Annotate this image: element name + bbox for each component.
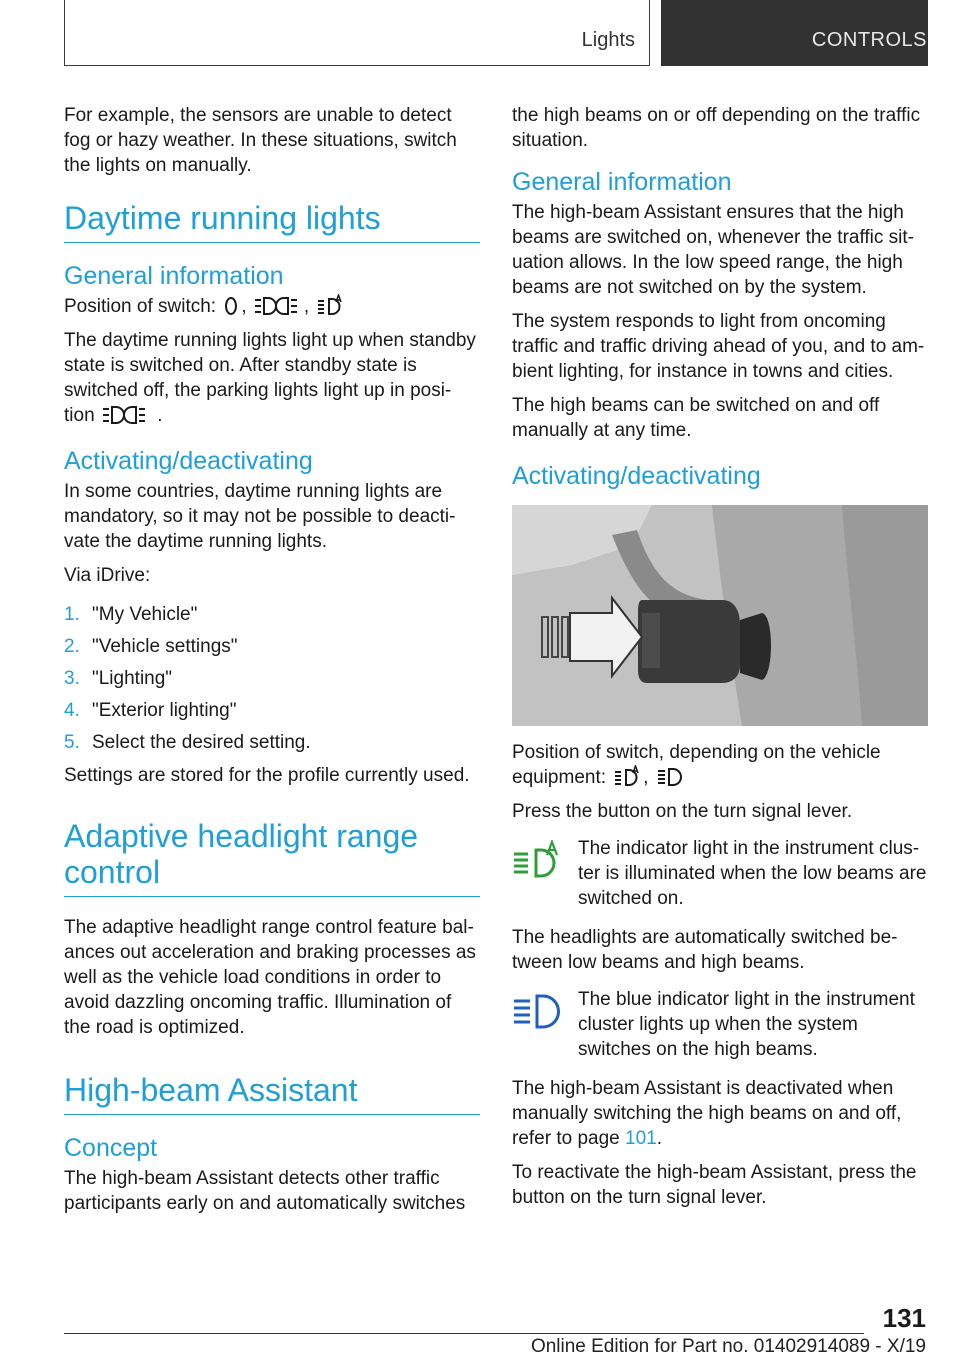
drl-description: The daytime running lights light up when standby state is switched on. After standby state is switched off, the parking lights light up in posi-tion .	[64, 330, 476, 426]
page-header	[64, 0, 928, 66]
left-column	[64, 103, 480, 1225]
list-item: 2. "Vehicle settings"	[64, 636, 238, 657]
section-tab	[64, 0, 650, 66]
footer-edition: Online Edition for Part no. 01402914089 - X/19	[530, 1336, 926, 1357]
hba-position-line: Position of switch, depending on the vehicle equipment: ,	[512, 742, 881, 788]
footer-divider	[64, 1333, 864, 1334]
hba-general-p3: The high beams can be switched on and off manually at any time.	[512, 395, 880, 441]
auto-headlight-icon	[614, 765, 640, 787]
concept-heading: Concept	[64, 1134, 158, 1162]
continued-text: the high beams on or off depending on the traffic situation.	[512, 105, 921, 151]
settings-note: Settings are stored for the profile currently used.	[64, 765, 470, 786]
note2-text: The blue indicator light in the instrument cluster lights up when the system switches on the high beams.	[578, 989, 915, 1060]
list-item: 5. Select the desired setting.	[64, 732, 311, 753]
page-number: 131	[882, 1303, 926, 1333]
chapter-title: CONTROLS	[811, 29, 927, 51]
list-item: 4. "Exterior lighting"	[64, 700, 237, 721]
low-beam-indicator-note	[512, 836, 928, 911]
list-item: 3. "Lighting"	[64, 668, 173, 689]
drl-activate-text: In some countries, daytime running lights are mandatory, so it may not be possible to deacti-vate the daytime running lights.	[64, 481, 456, 552]
idrive-steps	[64, 602, 480, 755]
switch-off-icon	[224, 296, 238, 316]
high-beam-indicator-note	[512, 987, 928, 1062]
turn-signal-lever-illustration	[512, 505, 928, 726]
hba-general-p1: The high-beam Assistant ensures that the high beams are switched on, whenever the traffic sit-uation allows. In the low speed range, the high beams are not switched on by the system.	[512, 202, 915, 298]
hba-general-heading: General information	[512, 168, 732, 196]
press-button-text: Press the button on the turn signal lever.	[512, 801, 853, 822]
ahr-heading: Adaptive headlight range control	[64, 818, 480, 897]
hba-activate-heading: Activating/deactivating	[512, 462, 761, 490]
auto-switch-text: The headlights are automatically switched be-tween low beams and high beams.	[512, 927, 898, 973]
list-item: 1. "My Vehicle"	[64, 604, 198, 625]
intro-paragraph: For example, the sensors are unable to detect fog or hazy weather. In these situations, switch the lights on manually.	[64, 105, 457, 176]
drl-activate-heading: Activating/deactivating	[64, 447, 313, 475]
page-reference-link[interactable]: 101	[625, 1128, 657, 1149]
deactivated-text: The high-beam Assistant is deactivated when manually switching the high beams on and off, refer to page 101.	[512, 1078, 902, 1149]
parking-lights-icon	[255, 296, 301, 316]
hba-general-p2: The system responds to light from oncoming traffic and traffic driving ahead of you, and to am-bient lighting, for instance in towns and cities.	[512, 311, 925, 382]
drl-heading: Daytime running lights	[64, 200, 480, 243]
auto-high-beam-indicator-icon	[512, 836, 578, 911]
ahr-text: The adaptive headlight range control feature bal-ances out acceleration and braking processes as well as the vehicle load conditions in order to avoid dazzling oncoming traffic. Illumination of the road is optimized.	[64, 917, 476, 1038]
section-title: Lights	[581, 29, 635, 51]
drl-position-line: Position of switch: , ,	[64, 294, 480, 319]
concept-text: The high-beam Assistant detects other traffic participants early on and automatically switches	[64, 1168, 466, 1214]
auto-headlight-icon	[317, 294, 343, 316]
blue-high-beam-indicator-icon	[512, 987, 578, 1062]
high-beam-icon	[657, 767, 683, 787]
via-idrive: Via iDrive:	[64, 565, 151, 586]
chapter-tab	[661, 0, 928, 66]
drl-general-heading: General information	[64, 262, 284, 290]
right-column	[512, 103, 928, 1219]
reactivate-text: To reactivate the high-beam Assistant, press the button on the turn signal lever.	[512, 1162, 917, 1208]
parking-lights-icon	[103, 405, 149, 425]
note1-text: The indicator light in the instrument clus-ter is illuminated when the low beams are switched on.	[578, 838, 927, 909]
hba-heading: High-beam Assistant	[64, 1072, 480, 1115]
lever-illustration-svg	[512, 505, 928, 726]
